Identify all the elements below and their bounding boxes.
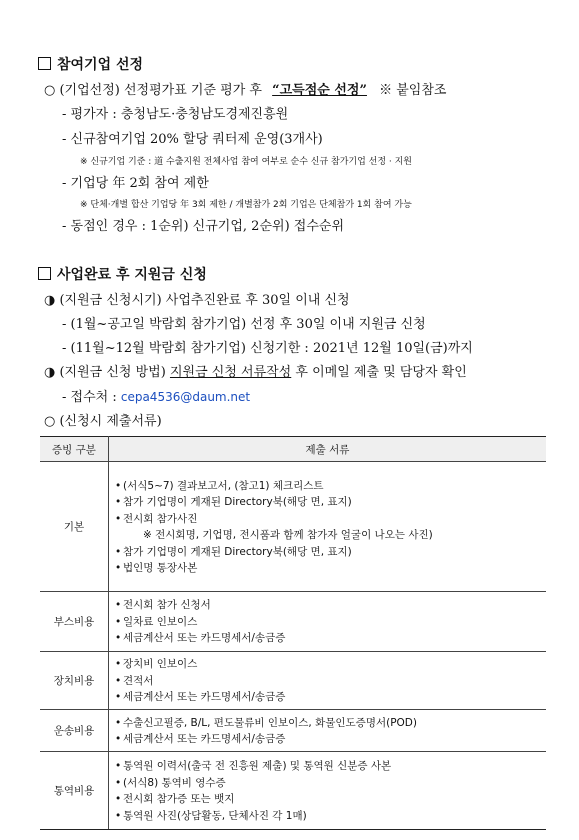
header-category: 증빙 구분 bbox=[40, 437, 109, 462]
table-row bbox=[40, 652, 546, 710]
list-item: • 장치비 인보이스 bbox=[115, 658, 198, 671]
limit-line: - 기업당 年 2회 참여 제한 bbox=[62, 176, 209, 191]
list-item: • 일차료 인보이스 bbox=[115, 615, 198, 628]
table-row bbox=[40, 710, 546, 752]
docs-title-line: ○ (신청시 제출서류) bbox=[44, 414, 162, 429]
table-header-row bbox=[40, 437, 546, 462]
photo-note: ※ 전시회명, 기업명, 전시품과 함께 참가자 얼굴이 나오는 사진) bbox=[143, 529, 433, 541]
high-score-selection: “고득점순 선정” bbox=[272, 83, 367, 98]
half-filled-circle-icon: ◑ bbox=[44, 293, 56, 308]
header-documents: 제출 서류 bbox=[109, 437, 547, 462]
list-item: • 세금계산서 또는 카드명세서/송금증 bbox=[115, 691, 286, 704]
quota-note: ※ 신규기업 기준 : 道 수출지원 전체사업 참여 여부로 순수 신규 참가기업 선정 · 지원 bbox=[80, 157, 413, 167]
row-category: 운송비용 bbox=[40, 710, 109, 752]
list-item: • 통역원 사진(상담활동, 단체사진 각 1매) bbox=[115, 809, 307, 822]
list-item: • (서식5~7) 결과보고서, (참고1) 체크리스트 bbox=[115, 479, 324, 492]
list-item: • 견적서 bbox=[115, 674, 154, 687]
row-items bbox=[109, 752, 547, 830]
checkbox-square-icon bbox=[38, 57, 51, 70]
row-items bbox=[109, 592, 547, 652]
table-row bbox=[40, 462, 546, 592]
section-title-subsidy: 사업완료 후 지원금 신청 bbox=[38, 264, 207, 284]
list-item: • 세금계산서 또는 카드명세서/송금증 bbox=[115, 632, 286, 645]
timing-jan: - (1월~공고일 박람회 참가기업) 선정 후 30일 이내 지원금 신청 bbox=[62, 317, 426, 332]
list-item: • 세금계산서 또는 카드명세서/송금증 bbox=[115, 733, 286, 745]
row-items bbox=[109, 462, 547, 592]
list-item: • 수출신고필증, B/L, 편도물류비 인보이스, 화물인도증명서(POD) bbox=[115, 716, 417, 729]
row-category: 통역비용 bbox=[40, 752, 109, 830]
list-item: • 전시회 참가증 또는 뱃지 bbox=[115, 793, 235, 805]
tie-line: - 동점인 경우 : 1순위) 신규기업, 2순위) 접수순위 bbox=[62, 219, 345, 234]
table-row bbox=[40, 592, 546, 652]
timing-nov: - (11월~12월 박람회 참가기업) 신청기한 : 2021년 12월 10일(금)까지 bbox=[62, 341, 473, 356]
circle-bullet-icon: ○ bbox=[44, 414, 56, 429]
section-title-selection: 참여기업 선정 bbox=[38, 54, 143, 74]
row-category: 장치비용 bbox=[40, 652, 109, 710]
list-item: • 전시회 참가사진 bbox=[115, 512, 198, 525]
required-documents-table bbox=[40, 436, 546, 830]
receiver-line: - 접수처 : cepa4536@daum.net bbox=[62, 390, 251, 405]
subsidy-timing-line: ◑ (지원금 신청시기) 사업추진완료 후 30일 이내 신청 bbox=[44, 293, 350, 308]
list-item: • 법인명 통장사본 bbox=[115, 562, 198, 574]
list-item: • 참가 기업명이 게재된 Directory북(해당 면, 표지) bbox=[115, 545, 352, 558]
subsidy-method-line: ◑ (지원금 신청 방법) 지원금 신청 서류작성 후 이메일 제출 및 담당자 확인 bbox=[44, 365, 467, 380]
receiver-email-link[interactable]: cepa4536@daum.net bbox=[120, 390, 251, 404]
list-item: • 통역원 이력서(출국 전 진흥원 제출) 및 통역원 신분증 사본 bbox=[115, 760, 392, 772]
row-category: 부스비용 bbox=[40, 592, 109, 652]
list-item: • 전시회 참가 신청서 bbox=[115, 599, 211, 612]
circle-bullet-icon: ○ bbox=[44, 83, 56, 98]
row-items bbox=[109, 710, 547, 752]
selection-criteria-line: ○ (기업선정) 선정평가표 기준 평가 후 “고득점순 선정” ※ 붙임참조 bbox=[44, 83, 447, 98]
evaluator-line: - 평가자 : 충청남도·충청남도경제진흥원 bbox=[62, 107, 289, 122]
checkbox-square-icon bbox=[38, 267, 51, 280]
row-category: 기본 bbox=[40, 462, 109, 592]
limit-note: ※ 단체·개별 합산 기업당 年 3회 제한 / 개별참가 2회 기업은 단체참가 1회 참여 가능 bbox=[80, 200, 412, 210]
list-item: • (서식8) 통역비 영수증 bbox=[115, 776, 226, 789]
half-filled-circle-icon: ◑ bbox=[44, 365, 56, 380]
row-items bbox=[109, 652, 547, 710]
list-item: • 참가 기업명이 게재된 Directory북(해당 면, 표지) bbox=[115, 496, 352, 508]
quota-line: - 신규참여기업 20% 할당 쿼터제 운영(3개사) bbox=[62, 132, 323, 147]
table-row bbox=[40, 752, 546, 830]
document-preparation: 지원금 신청 서류작성 bbox=[169, 365, 292, 380]
